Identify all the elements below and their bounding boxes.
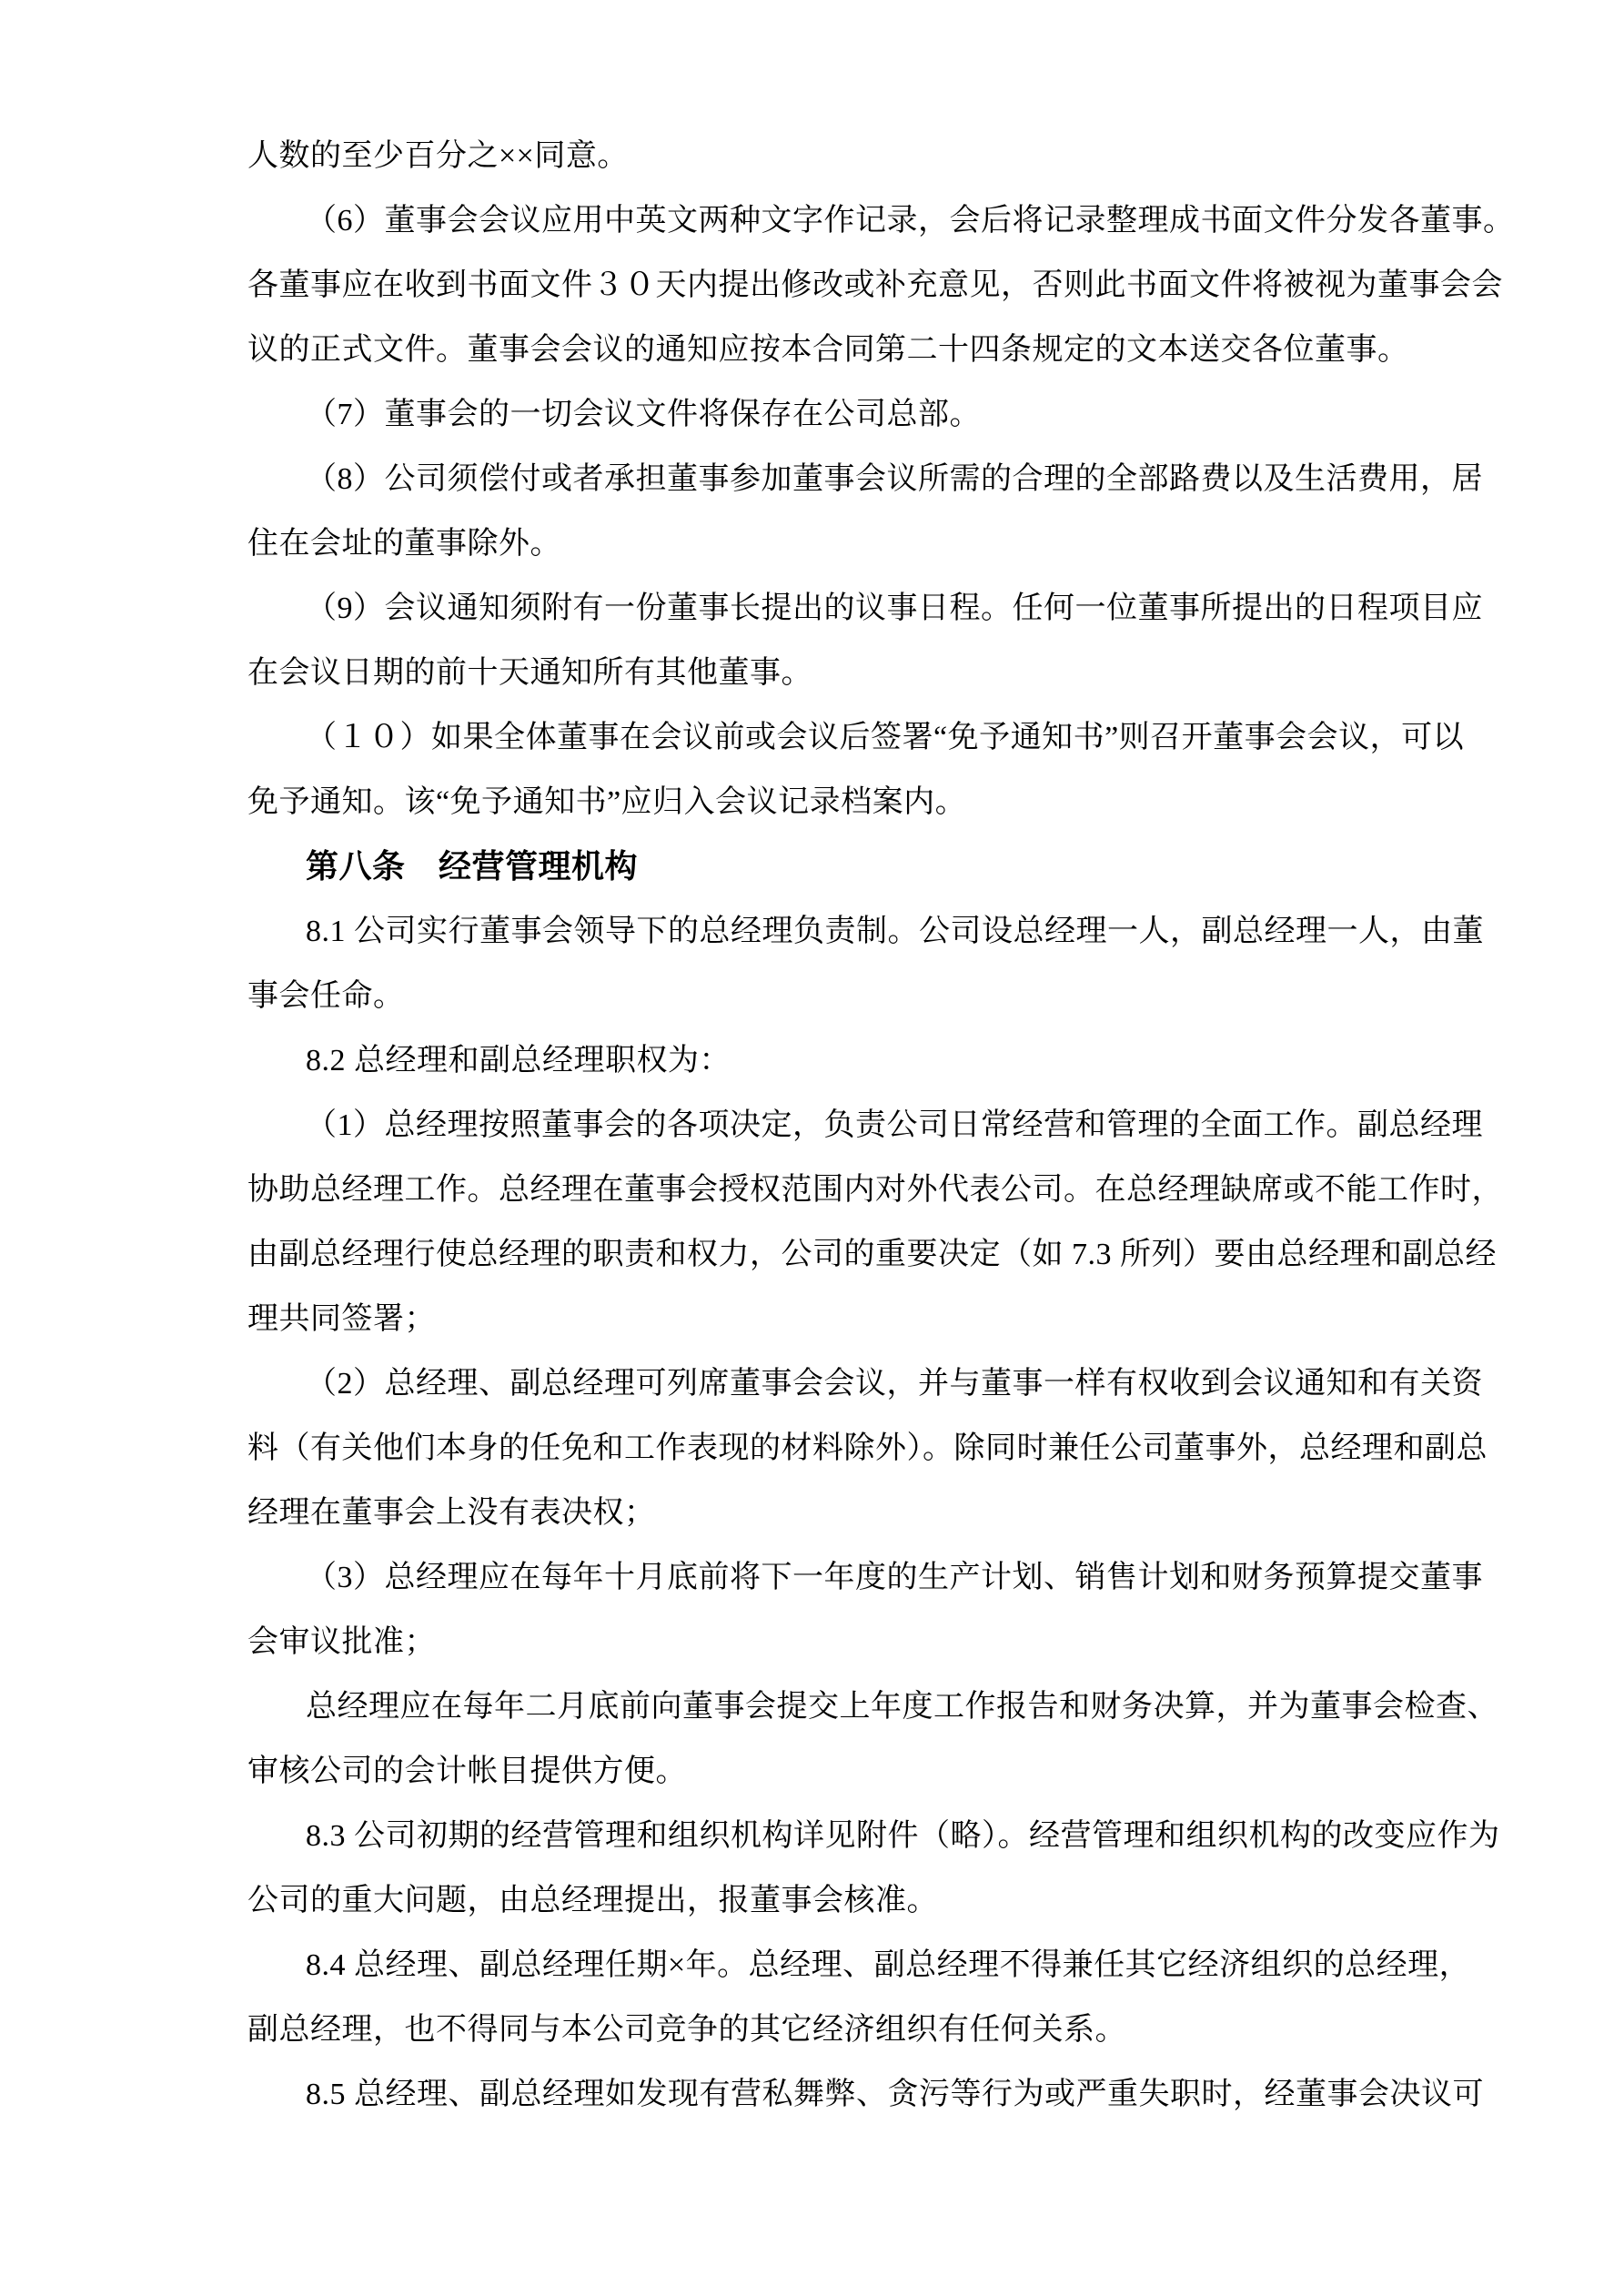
text-line: 免予通知。该“免予通知书”应归入会议记录档案内。 [247,785,967,819]
paragraph [247,2062,1484,2127]
paragraph [247,1674,1498,1804]
heading-line: 第八条 经营管理机构 [306,848,639,885]
text-line: 住在会址的董事除外。 [247,527,561,561]
text-line: 由副总经理行使总经理的职责和权力，公司的重要决定（如 7.3 所列）要由总经理和副总经 [247,1238,1497,1271]
paragraph [247,1028,1387,1093]
text-line: 总经理应在每年二月底前向董事会提交上年度工作报告和财务决算，并为董事会检查、 [306,1690,1498,1724]
paragraph [247,1351,1488,1545]
paragraph [247,705,1465,834]
paragraph [247,1933,1471,2062]
text-line: 事会任命。 [247,979,405,1013]
text-line: （2）总经理、副总经理可列席董事会会议，并与董事一样有权收到会议通知和有关资 [306,1367,1483,1401]
paragraph [247,447,1483,576]
text-line: 协助总经理工作。总经理在董事会授权范围内对外代表公司。在总经理缺席或不能工作时， [247,1173,1503,1207]
text-line: 理共同签署； [247,1302,436,1336]
paragraph [247,899,1484,1028]
text-line: （9）会议通知须附有一份董事长提出的议事日程。任何一位董事所提出的日程项目应 [306,592,1483,625]
document-text-area [247,124,1515,2127]
paragraph [247,188,1515,382]
text-line: 审核公司的会计帐目提供方便。 [247,1755,687,1788]
paragraph [247,1093,1503,1351]
text-line: 副总经理，也不得同与本公司竞争的其它经济组织有任何关系。 [247,2013,1126,2047]
text-line: （１０）如果全体董事在会议前或会议后签署“免予通知书”则召开董事会会议，可以 [306,721,1465,754]
text-line: 8.3 公司初期的经营管理和组织机构详见附件（略）。经营管理和组织机构的改变应作为 [306,1819,1500,1853]
text-line: 经理在董事会上没有表决权； [247,1496,656,1530]
paragraph [247,1804,1500,1933]
text-line: 8.4 总经理、副总经理任期×年。总经理、副总经理不得兼任其它经济组织的总经理， [306,1948,1471,1982]
text-line: 人数的至少百分之××同意。 [247,139,629,173]
text-line: 8.1 公司实行董事会领导下的总经理负责制。公司设总经理一人，副总经理一人，由董 [306,915,1484,948]
text-line: 议的正式文件。董事会会议的通知应按本合同第二十四条规定的文本送交各位董事。 [247,333,1409,367]
paragraph [247,576,1483,705]
text-line: （6）董事会会议应用中英文两种文字作记录，会后将记录整理成书面文件分发各董事。 [306,204,1515,238]
text-line: 公司的重大问题，由总经理提出，报董事会核准。 [247,1884,938,1917]
text-line: （1）总经理按照董事会的各项决定，负责公司日常经营和管理的全面工作。副总经理 [306,1108,1483,1142]
text-line: （7）董事会的一切会议文件将保存在公司总部。 [306,398,981,431]
text-line: 在会议日期的前十天通知所有其他董事。 [247,656,812,690]
text-line: 料（有关他们本身的任免和工作表现的材料除外）。除同时兼任公司董事外，总经理和副总 [247,1431,1488,1465]
text-line: （8）公司须偿付或者承担董事参加董事会议所需的合理的全部路费以及生活费用，居 [306,462,1483,496]
text-line: 各董事应在收到书面文件３０天内提出修改或补充意见，否则此书面文件将被视为董事会会 [247,268,1503,302]
text-line: 8.5 总经理、副总经理如发现有营私舞弊、贪污等行为或严重失职时，经董事会决议可 [306,2078,1484,2111]
paragraph [247,382,1387,447]
text-line: （3）总经理应在每年十月底前将下一年度的生产计划、销售计划和财务预算提交董事 [306,1561,1483,1594]
section-heading [247,834,1387,899]
paragraph [247,124,1387,188]
text-line: 会审议批准； [247,1625,436,1659]
paragraph [247,1545,1483,1674]
text-line: 8.2 总经理和副总经理职权为： [306,1044,731,1077]
